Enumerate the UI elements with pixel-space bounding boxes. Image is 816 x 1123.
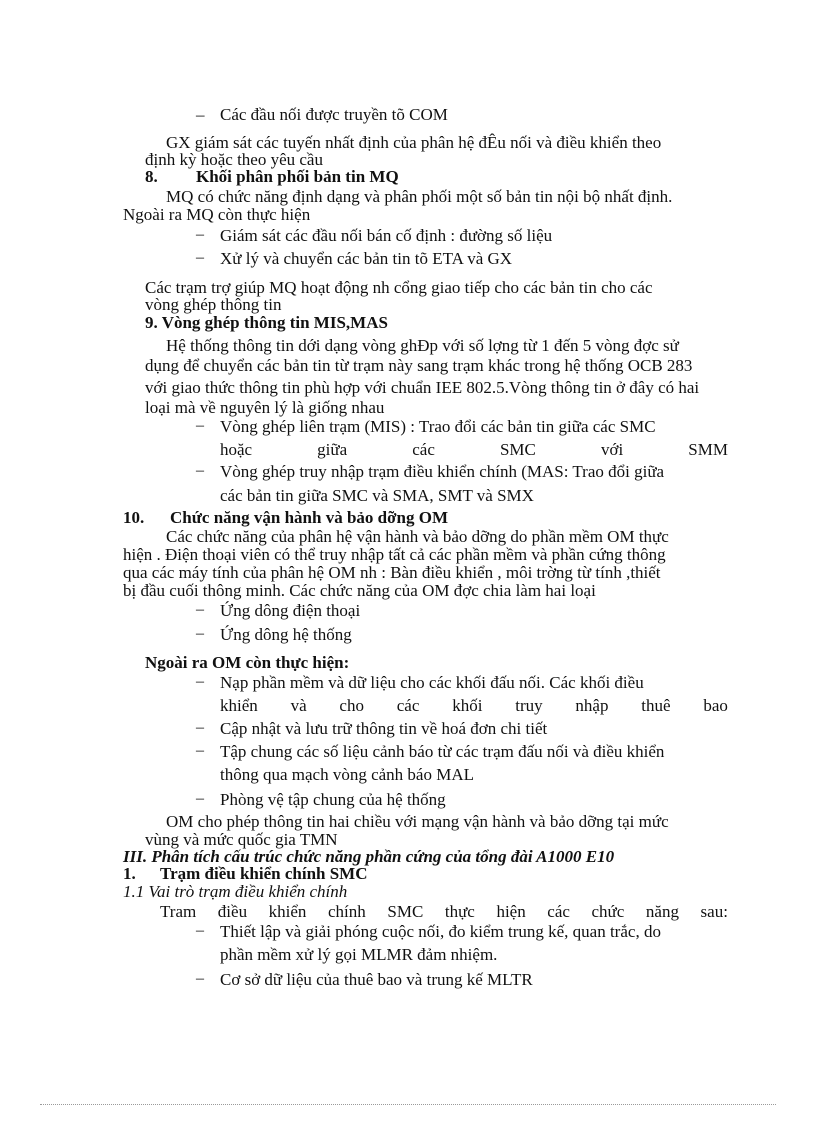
paragraph-smc-line bbox=[160, 902, 728, 922]
word: các bbox=[547, 902, 570, 921]
word: thực bbox=[444, 902, 475, 921]
paragraph-ht-line-1: Hệ thống thông tin dới dạng vòng ghĐp với số lợng từ 1 đến 5 vòng đợc sử bbox=[166, 336, 679, 355]
word: khiển bbox=[268, 902, 307, 921]
word: năng bbox=[645, 902, 679, 921]
heading-8-title: Khối phân phối bản tin MQ bbox=[196, 167, 399, 186]
word: Tram bbox=[160, 902, 197, 921]
heading-1-title: Trạm điều khiển chính SMC bbox=[160, 864, 368, 883]
bullet-marker: – bbox=[196, 249, 204, 266]
paragraph-om-line-3: qua các máy tính của phân hệ OM nh : Bàn điều khiển , môi trờng từ tính ,thiết bbox=[123, 563, 661, 582]
word: SMM bbox=[688, 440, 728, 459]
bullet-marker: – bbox=[196, 625, 204, 642]
bullet-marker: – bbox=[196, 673, 204, 690]
word: truy bbox=[515, 696, 543, 715]
paragraph-om-line-4: bị đầu cuối thông minh. Các chức năng của OM đợc chia làm hai loại bbox=[123, 581, 596, 600]
heading-8-number: 8. bbox=[145, 167, 158, 186]
bullet-text-mis-line-1: Vòng ghép liên trạm (MIS) : Trao đổi các bản tin giữa các SMC bbox=[220, 417, 656, 436]
bullet-text-mas-line-2: các bản tin giữa SMC và SMA, SMT và SMX bbox=[220, 486, 534, 505]
paragraph-ht-line-3: với giao thức thông tin phù hợp với chuẩn IEE 802.5.Vòng thông tin ở đây có hai bbox=[145, 378, 700, 397]
bullet-marker: – bbox=[196, 601, 204, 618]
heading-9: 9. Vòng ghép thông tin MIS,MAS bbox=[145, 313, 388, 332]
word: cho bbox=[339, 696, 364, 715]
bullet-text-om-2: Ứng dông hệ thống bbox=[220, 625, 352, 644]
bullet-text-mq-2: Xử lý và chuyển các bản tin tõ ETA và GX bbox=[220, 249, 513, 268]
word: các bbox=[396, 696, 420, 715]
heading-iii: III. Phân tích cấu trúc chức năng phần cứng của tổng đài A1000 E10 bbox=[123, 847, 615, 866]
paragraph-mq-line-2: Ngoài ra MQ còn thực hiện bbox=[123, 205, 311, 224]
paragraph-ht-line-4: loại mà về nguyên lý là giống nhau bbox=[145, 398, 385, 417]
paragraph-ht-line-2: dụng để chuyển các bản tin từ trạm này sang trạm khác trong hệ thống OCB 283 bbox=[145, 356, 693, 375]
bullet-marker: – bbox=[196, 226, 204, 243]
word: điều bbox=[217, 902, 248, 921]
bullet-text-mis-line-2 bbox=[220, 440, 728, 460]
bullet-text-mas-line-1: Vòng ghép truy nhập trạm điều khiển chính (MAS: Trao đổi giữa bbox=[220, 462, 665, 481]
bullet-text-tap-line-1: Tập chung các số liệu cảnh báo từ các trạm đấu nối và điều khiển bbox=[220, 742, 665, 761]
word: nhập bbox=[575, 696, 609, 715]
bullet-marker: – bbox=[196, 790, 204, 807]
bullet-text-om-1: Ứng dông điện thoại bbox=[220, 601, 361, 620]
word: hoặc bbox=[220, 440, 253, 459]
bullet-marker: – bbox=[196, 719, 204, 736]
word: giữa bbox=[317, 440, 348, 459]
paragraph-tram-line-1: Các trạm trợ giúp MQ hoạt động nh cổng giao tiếp cho các bản tin cho các bbox=[145, 278, 653, 297]
heading-10-number: 10. bbox=[123, 508, 145, 527]
bullet-text-smc-2: Cơ sở dữ liệu của thuê bao và trung kế MLTR bbox=[220, 970, 533, 989]
word: khiển bbox=[220, 696, 258, 715]
bullet-text-mq-1: Giám sát các đầu nối bán cố định : đường số liệu bbox=[220, 226, 553, 245]
heading-1-1: 1.1 Vai trò trạm điều khiển chính bbox=[123, 882, 348, 901]
paragraph-mq-line-1: MQ có chức năng định dạng và phân phối một số bản tin nội bộ nhất định. bbox=[166, 187, 673, 206]
paragraph-tram-line-2: vòng ghép thông tin bbox=[145, 295, 282, 314]
bullet-text-nap-line-2 bbox=[220, 696, 728, 716]
bullet-marker: – bbox=[196, 970, 204, 987]
word: các bbox=[412, 440, 435, 459]
bullet-marker: – bbox=[196, 105, 205, 124]
word: hiện bbox=[496, 902, 526, 921]
word: với bbox=[600, 440, 624, 459]
word: sau: bbox=[700, 902, 728, 921]
paragraph-omc-line-1: OM cho phép thông tin hai chiều với mạng vận hành và bảo dỡng tại mức bbox=[166, 812, 669, 831]
bullet-text-nap-line-1: Nạp phần mềm và dữ liệu cho các khối đấu nối. Các khối điều bbox=[220, 673, 644, 692]
bullet-text-smc-1-line-2: phần mềm xử lý gọi MLMR đảm nhiệm. bbox=[220, 945, 498, 964]
bullet-marker: – bbox=[196, 462, 204, 479]
footer-divider bbox=[40, 1104, 776, 1105]
bullet-marker: – bbox=[196, 742, 204, 759]
word: thuê bbox=[641, 696, 671, 715]
paragraph-gx-line-2: định kỳ hoặc theo yêu cầu bbox=[145, 150, 323, 169]
word: bao bbox=[703, 696, 728, 715]
word: chức bbox=[591, 902, 625, 921]
paragraph-omc-line-2: vùng và mức quốc gia TMN bbox=[145, 830, 338, 849]
word: chính bbox=[328, 902, 366, 921]
bullet-text-smc-1-line-1: Thiết lập và giải phóng cuộc nối, đo kiểm trung kế, quan trắc, do bbox=[220, 922, 661, 941]
heading-10-title: Chức năng vận hành và bảo dỡng OM bbox=[170, 508, 449, 527]
paragraph-gx-line-1: GX giám sát các tuyến nhất định của phân hệ đÊu nối và điều khiển theo bbox=[166, 133, 662, 152]
word: SMC bbox=[499, 440, 536, 459]
bullet-text-phong-ve: Phòng vệ tập chung của hệ thống bbox=[220, 790, 446, 809]
word: và bbox=[290, 696, 307, 715]
bullet-text-tap-line-2: thông qua mạch vòng cảnh báo MAL bbox=[220, 765, 474, 784]
heading-1-number: 1. bbox=[123, 864, 136, 883]
bullet-text-cap-nhat: Cập nhật và lưu trữ thông tin về hoá đơn chi tiết bbox=[220, 719, 548, 738]
paragraph-om-line-2: hiện . Điện thoại viên có thể truy nhập tất cả các phần mềm và phần cứng thông bbox=[123, 545, 666, 564]
bullet-marker: – bbox=[196, 922, 204, 939]
word: khối bbox=[452, 696, 483, 715]
word: SMC bbox=[387, 902, 424, 921]
bullet-text-com: Các đầu nối được truyền tõ COM bbox=[220, 105, 448, 124]
paragraph-om-line-1: Các chức năng của phân hệ vận hành và bảo dỡng do phần mềm OM thực bbox=[166, 527, 669, 546]
bullet-marker: – bbox=[196, 417, 204, 434]
subheading-ngoai-ra: Ngoài ra OM còn thực hiện: bbox=[145, 653, 350, 672]
